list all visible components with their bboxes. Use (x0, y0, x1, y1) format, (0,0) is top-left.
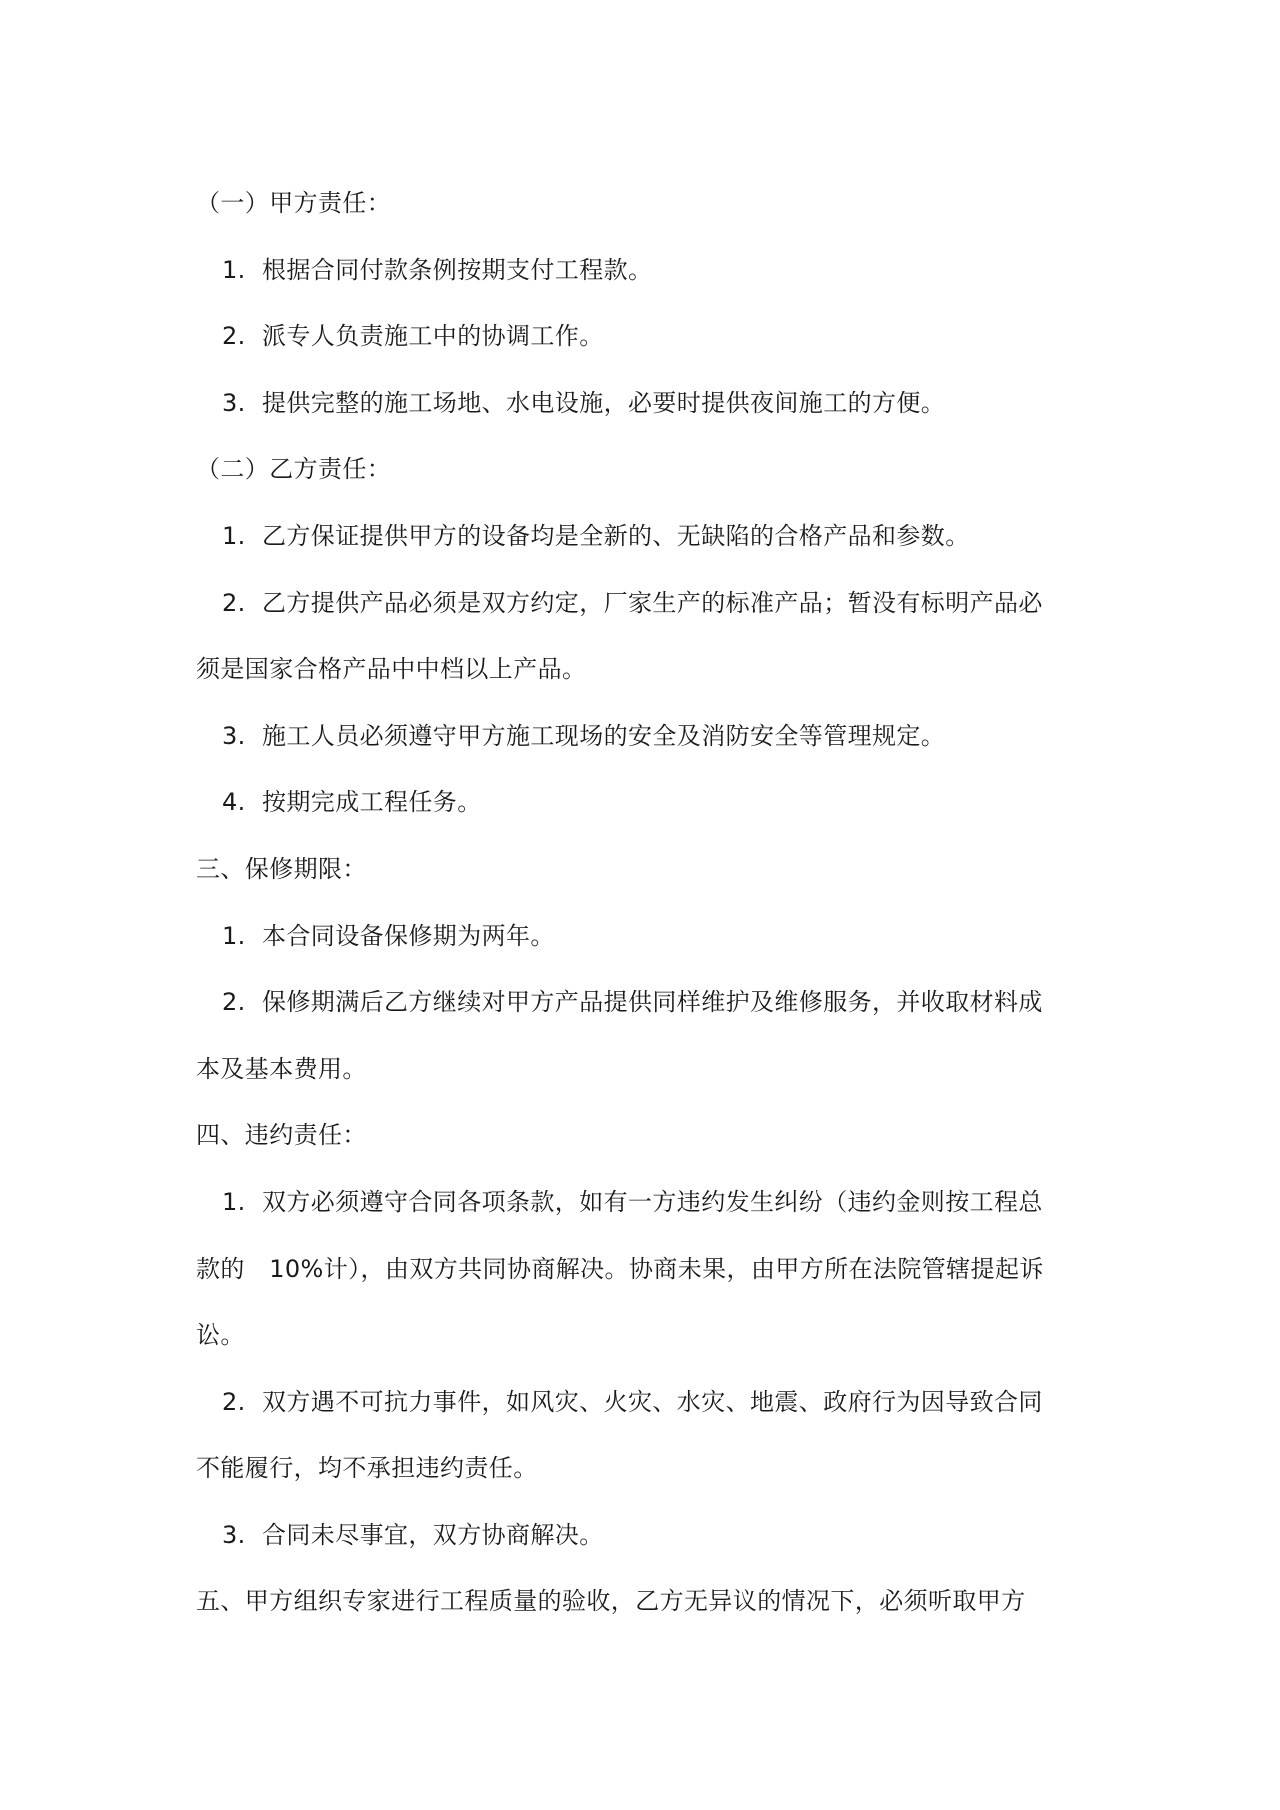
item-text: 按期完成工程任务。 (262, 788, 482, 817)
section-heading-warranty-period (196, 836, 1088, 903)
list-item (196, 370, 1088, 437)
list-item (196, 503, 1088, 570)
item-number: 3. (222, 721, 246, 750)
list-item (196, 303, 1088, 370)
item-number: 2. (222, 988, 246, 1017)
item-number: 4. (222, 788, 246, 817)
heading-text: （二）乙方责任： (196, 455, 392, 484)
section-heading-party-a-responsibility (196, 170, 1088, 237)
list-item (196, 570, 1088, 637)
list-item (196, 237, 1088, 304)
item-text: 施工人员必须遵守甲方施工现场的安全及消防安全等管理规定。 (262, 721, 946, 750)
item-number: 3. (222, 388, 246, 417)
item-number: 1. (222, 921, 246, 950)
list-item-continuation (196, 1435, 1088, 1502)
list-item (196, 1369, 1088, 1436)
list-item (196, 769, 1088, 836)
heading-text: 三、保修期限： (196, 854, 367, 883)
item-text: 本及基本费用。 (196, 1054, 367, 1083)
item-text: 款的 10%计），由双方共同协商解决。协商未果，由甲方所在法院管辖提起诉 (196, 1254, 1044, 1283)
item-text: 合同未尽事宜，双方协商解决。 (262, 1520, 604, 1549)
list-item (196, 1169, 1088, 1236)
heading-text: 四、违约责任： (196, 1121, 367, 1150)
heading-text: 五、甲方组织专家进行工程质量的验收，乙方无异议的情况下，必须听取甲方 (196, 1587, 1026, 1616)
item-number: 2. (222, 322, 246, 351)
list-item (196, 703, 1088, 770)
list-item-continuation (196, 1036, 1088, 1103)
item-number: 3. (222, 1520, 246, 1549)
list-item-continuation (196, 1302, 1088, 1369)
list-item (196, 1502, 1088, 1569)
list-item-continuation (196, 1236, 1088, 1303)
section-heading-party-b-responsibility (196, 436, 1088, 503)
item-text: 须是国家合格产品中中档以上产品。 (196, 655, 587, 684)
item-text: 乙方保证提供甲方的设备均是全新的、无缺陷的合格产品和参数。 (262, 521, 970, 550)
item-text: 双方遇不可抗力事件，如风灾、火灾、水灾、地震、政府行为因导致合同 (262, 1387, 1043, 1416)
heading-text: （一）甲方责任： (196, 189, 392, 217)
item-number: 2. (222, 588, 246, 617)
item-number: 1. (222, 521, 246, 550)
item-text: 根据合同付款条例按期支付工程款。 (262, 255, 653, 284)
item-text: 双方必须遵守合同各项条款，如有一方违约发生纠纷（违约金则按工程总 (262, 1187, 1043, 1216)
item-text: 乙方提供产品必须是双方约定，厂家生产的标准产品；暂没有标明产品必 (262, 588, 1043, 617)
item-text: 提供完整的施工场地、水电设施，必要时提供夜间施工的方便。 (262, 388, 946, 417)
section-heading-breach-liability (196, 1102, 1088, 1169)
item-text: 派专人负责施工中的协调工作。 (262, 322, 604, 351)
item-text: 本合同设备保修期为两年。 (262, 921, 555, 950)
item-text: 不能履行，均不承担违约责任。 (196, 1454, 538, 1483)
list-item (196, 903, 1088, 970)
list-item (196, 969, 1088, 1036)
list-item-continuation (196, 636, 1088, 703)
item-text: 保修期满后乙方继续对甲方产品提供同样维护及维修服务，并收取材料成 (262, 988, 1043, 1017)
document-page (196, 170, 1088, 1635)
item-text: 讼。 (196, 1321, 245, 1350)
item-number: 1. (222, 255, 246, 284)
item-number: 2. (222, 1387, 246, 1416)
section-heading-quality-acceptance (196, 1568, 1088, 1635)
item-number: 1. (222, 1187, 246, 1216)
